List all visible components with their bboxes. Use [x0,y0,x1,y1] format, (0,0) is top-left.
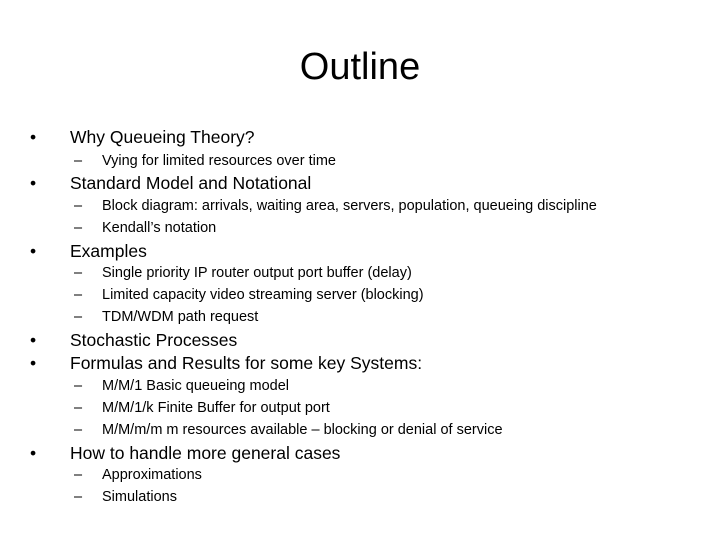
bullet-text: Examples [70,241,147,261]
slide-title: Outline [299,46,421,88]
sub-bullet-text: TDM/WDM path request [102,309,259,325]
sub-bullet-text: Block diagram: arrivals, waiting area, servers, population, queueing discipline [102,198,597,214]
bullet-icon: • [30,173,37,193]
sub-bullet-text: Simulations [102,489,177,505]
sub-bullet-text: Approximations [102,467,202,483]
dash-icon: – [74,378,83,394]
sub-bullet-text: Single priority IP router output port buffer (delay) [102,265,412,281]
bullet-icon: • [30,127,37,147]
bullet-icon: • [30,353,37,373]
dash-icon: – [74,287,83,303]
bullet-icon: • [30,241,37,261]
bullet-text: Formulas and Results for some key Systems: [70,353,423,373]
dash-icon: – [74,309,83,325]
sub-bullet-text: M/M/1/k Finite Buffer for output port [102,400,330,416]
bullet-text: Standard Model and Notational [70,173,312,193]
dash-icon: – [74,489,83,505]
sub-bullet-text: M/M/1 Basic queueing model [102,378,289,394]
sub-bullet-text: M/M/m/m m resources available – blocking or denial of service [102,422,503,438]
sub-bullet-text: Limited capacity video streaming server (blocking) [102,287,424,303]
bullet-icon: • [30,330,37,350]
bullet-text: Stochastic Processes [70,330,238,350]
bullet-icon: • [30,443,37,463]
dash-icon: – [74,400,83,416]
bullet-text: How to handle more general cases [70,443,341,463]
dash-icon: – [74,467,83,483]
dash-icon: – [74,265,83,281]
dash-icon: – [74,153,83,169]
sub-bullet-text: Kendall’s notation [102,220,217,236]
dash-icon: – [74,198,83,214]
bullet-text: Why Queueing Theory? [70,127,255,147]
sub-bullet-text: Vying for limited resources over time [102,153,336,169]
dash-icon: – [74,422,83,438]
dash-icon: – [74,220,83,236]
